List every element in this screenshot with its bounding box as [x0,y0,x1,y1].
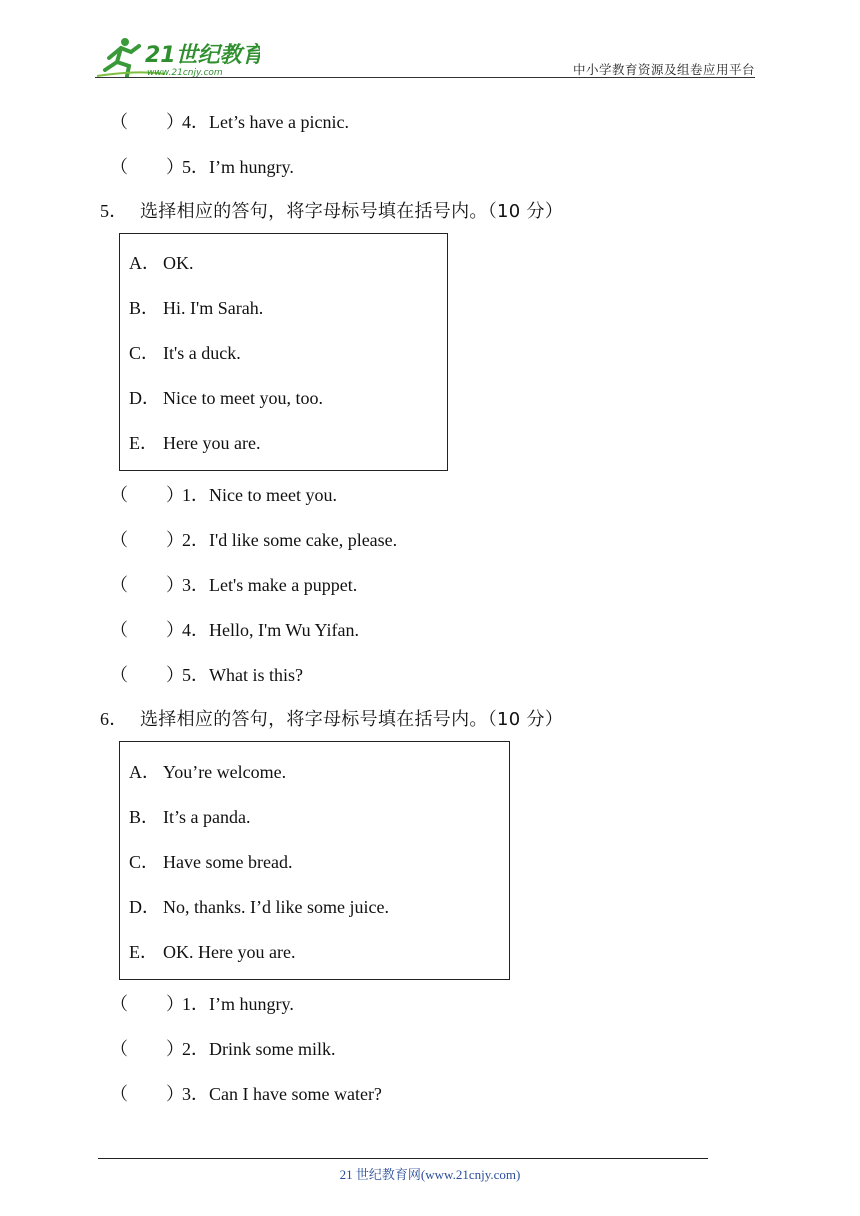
prev-item-4: （ ）4．Let’s have a picnic. [110,112,349,132]
prev-item-5: （ ）5．I’m hungry. [110,157,294,177]
q5-option-b: B． Hi. I'm Sarah. [129,298,264,318]
q6-item-3: （ ）3．Can I have some water? [110,1084,382,1104]
q6-option-e: E． OK. Here you are. [129,942,296,962]
q6-title: 6． 选择相应的答句，将字母标号填在括号内。（10 分） [100,709,564,730]
q5-option-e: E． Here you are. [129,433,261,453]
header-divider [95,77,755,78]
svg-text:21世纪教育: 21世纪教育 [145,43,260,68]
q6-item-1: （ ）1．I’m hungry. [110,994,294,1014]
q5-item-3: （ ）3．Let's make a puppet. [110,575,358,595]
q5-item-1: （ ）1．Nice to meet you. [110,485,337,505]
q5-title: 5． 选择相应的答句，将字母标号填在括号内。（10 分） [100,201,564,222]
platform-name: 中小学教育资源及组卷应用平台 [572,62,755,77]
q5-item-2: （ ）2．I'd like some cake, please. [110,530,398,550]
svg-text:www.21cnjy.com: www.21cnjy.com [147,68,223,78]
q6-option-d: D． No, thanks. I’d like some juice. [129,897,389,917]
footer-link[interactable]: 21 世纪教育网(www.21cnjy.com) [339,1167,521,1182]
q6-option-c: C． Have some bread. [129,852,293,872]
q6-option-a: A． You’re welcome. [129,762,287,782]
q5-option-c: C． It's a duck. [129,343,241,363]
footer-divider [98,1158,708,1159]
q5-item-4: （ ）4．Hello, I'm Wu Yifan. [110,620,359,640]
site-logo [95,36,260,80]
q5-option-a: A． OK. [129,253,194,273]
runner-logo-icon [95,36,260,80]
q6-option-b: B． It’s a panda. [129,807,251,827]
q6-item-2: （ ）2．Drink some milk. [110,1039,336,1059]
q5-option-d: D． Nice to meet you, too. [129,388,323,408]
q5-item-5: （ ）5．What is this? [110,665,303,685]
